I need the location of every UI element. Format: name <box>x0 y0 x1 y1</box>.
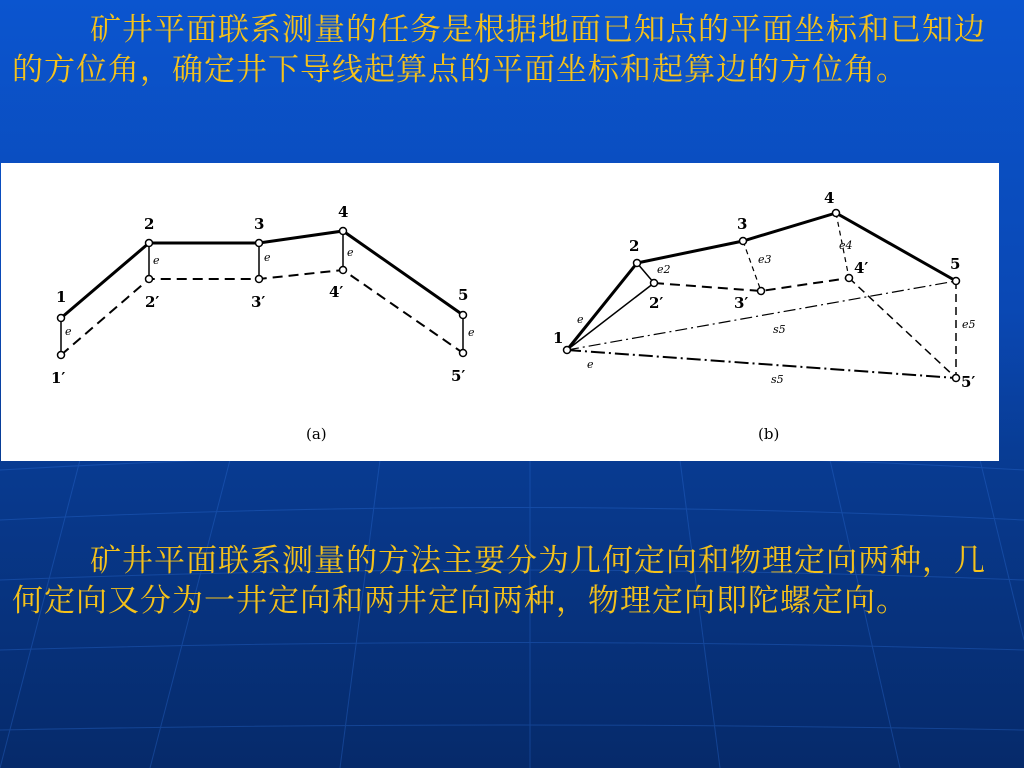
label-a-1: 1 <box>56 288 67 306</box>
label-a-e4: e <box>347 246 354 259</box>
dashed-4prime-5prime <box>849 278 956 378</box>
label-b-4prime: 4′ <box>854 259 869 277</box>
label-b-e2: e2 <box>657 263 671 276</box>
diagram-a <box>51 203 475 443</box>
label-b-5prime: 5′ <box>961 373 976 391</box>
label-a-1prime: 1′ <box>51 369 66 387</box>
ground-traverse-b <box>567 213 956 350</box>
label-b-e5: e5 <box>962 318 976 331</box>
underground-traverse-a <box>61 270 463 355</box>
caption-b: (b) <box>758 425 780 443</box>
label-b-1: 1 <box>553 329 564 347</box>
label-b-s5: s5 <box>773 323 786 336</box>
label-b-3prime: 3′ <box>734 294 749 312</box>
traverse-diagram <box>1 163 999 461</box>
label-a-2prime: 2′ <box>145 293 160 311</box>
label-a-2: 2 <box>144 215 155 233</box>
label-b-2prime: 2′ <box>649 294 664 312</box>
paragraph-task: 矿井平面联系测量的任务是根据地面已知点的平面坐标和已知边的方位角，确定井下导线起算点的平面坐标和起算边的方位角。 <box>12 12 986 88</box>
label-a-4prime: 4′ <box>329 283 344 301</box>
plumb-3 <box>743 241 761 291</box>
label-a-3: 3 <box>254 215 265 233</box>
label-b-e-angle: e <box>587 358 594 371</box>
label-a-e1: e <box>65 325 72 338</box>
label-b-3: 3 <box>737 215 748 233</box>
label-b-e3: e3 <box>758 253 772 266</box>
label-a-e2: e <box>153 254 160 267</box>
label-b-5: 5 <box>950 255 961 273</box>
label-a-e5: e <box>468 326 475 339</box>
label-b-2: 2 <box>629 237 640 255</box>
label-a-5: 5 <box>458 286 469 304</box>
label-b-e4: e4 <box>839 239 853 252</box>
label-b-4: 4 <box>824 189 835 207</box>
label-a-5prime: 5′ <box>451 367 466 385</box>
label-a-3prime: 3′ <box>251 293 266 311</box>
label-b-s5-lower: s5 <box>771 373 784 386</box>
paragraph-methods: 矿井平面联系测量的方法主要分为几何定向和物理定向两种，几何定向又分为一井定向和两井定向两种，物理定向即陀螺定向。 <box>12 543 986 619</box>
diagram-b <box>553 189 976 443</box>
line-1-5prime <box>567 350 956 378</box>
caption-a: (a) <box>306 425 327 443</box>
label-b-e1: e <box>577 313 584 326</box>
label-a-e3: e <box>264 251 271 264</box>
label-a-4: 4 <box>338 203 349 221</box>
figure-panel <box>1 163 999 461</box>
underground-traverse-b <box>654 278 849 291</box>
